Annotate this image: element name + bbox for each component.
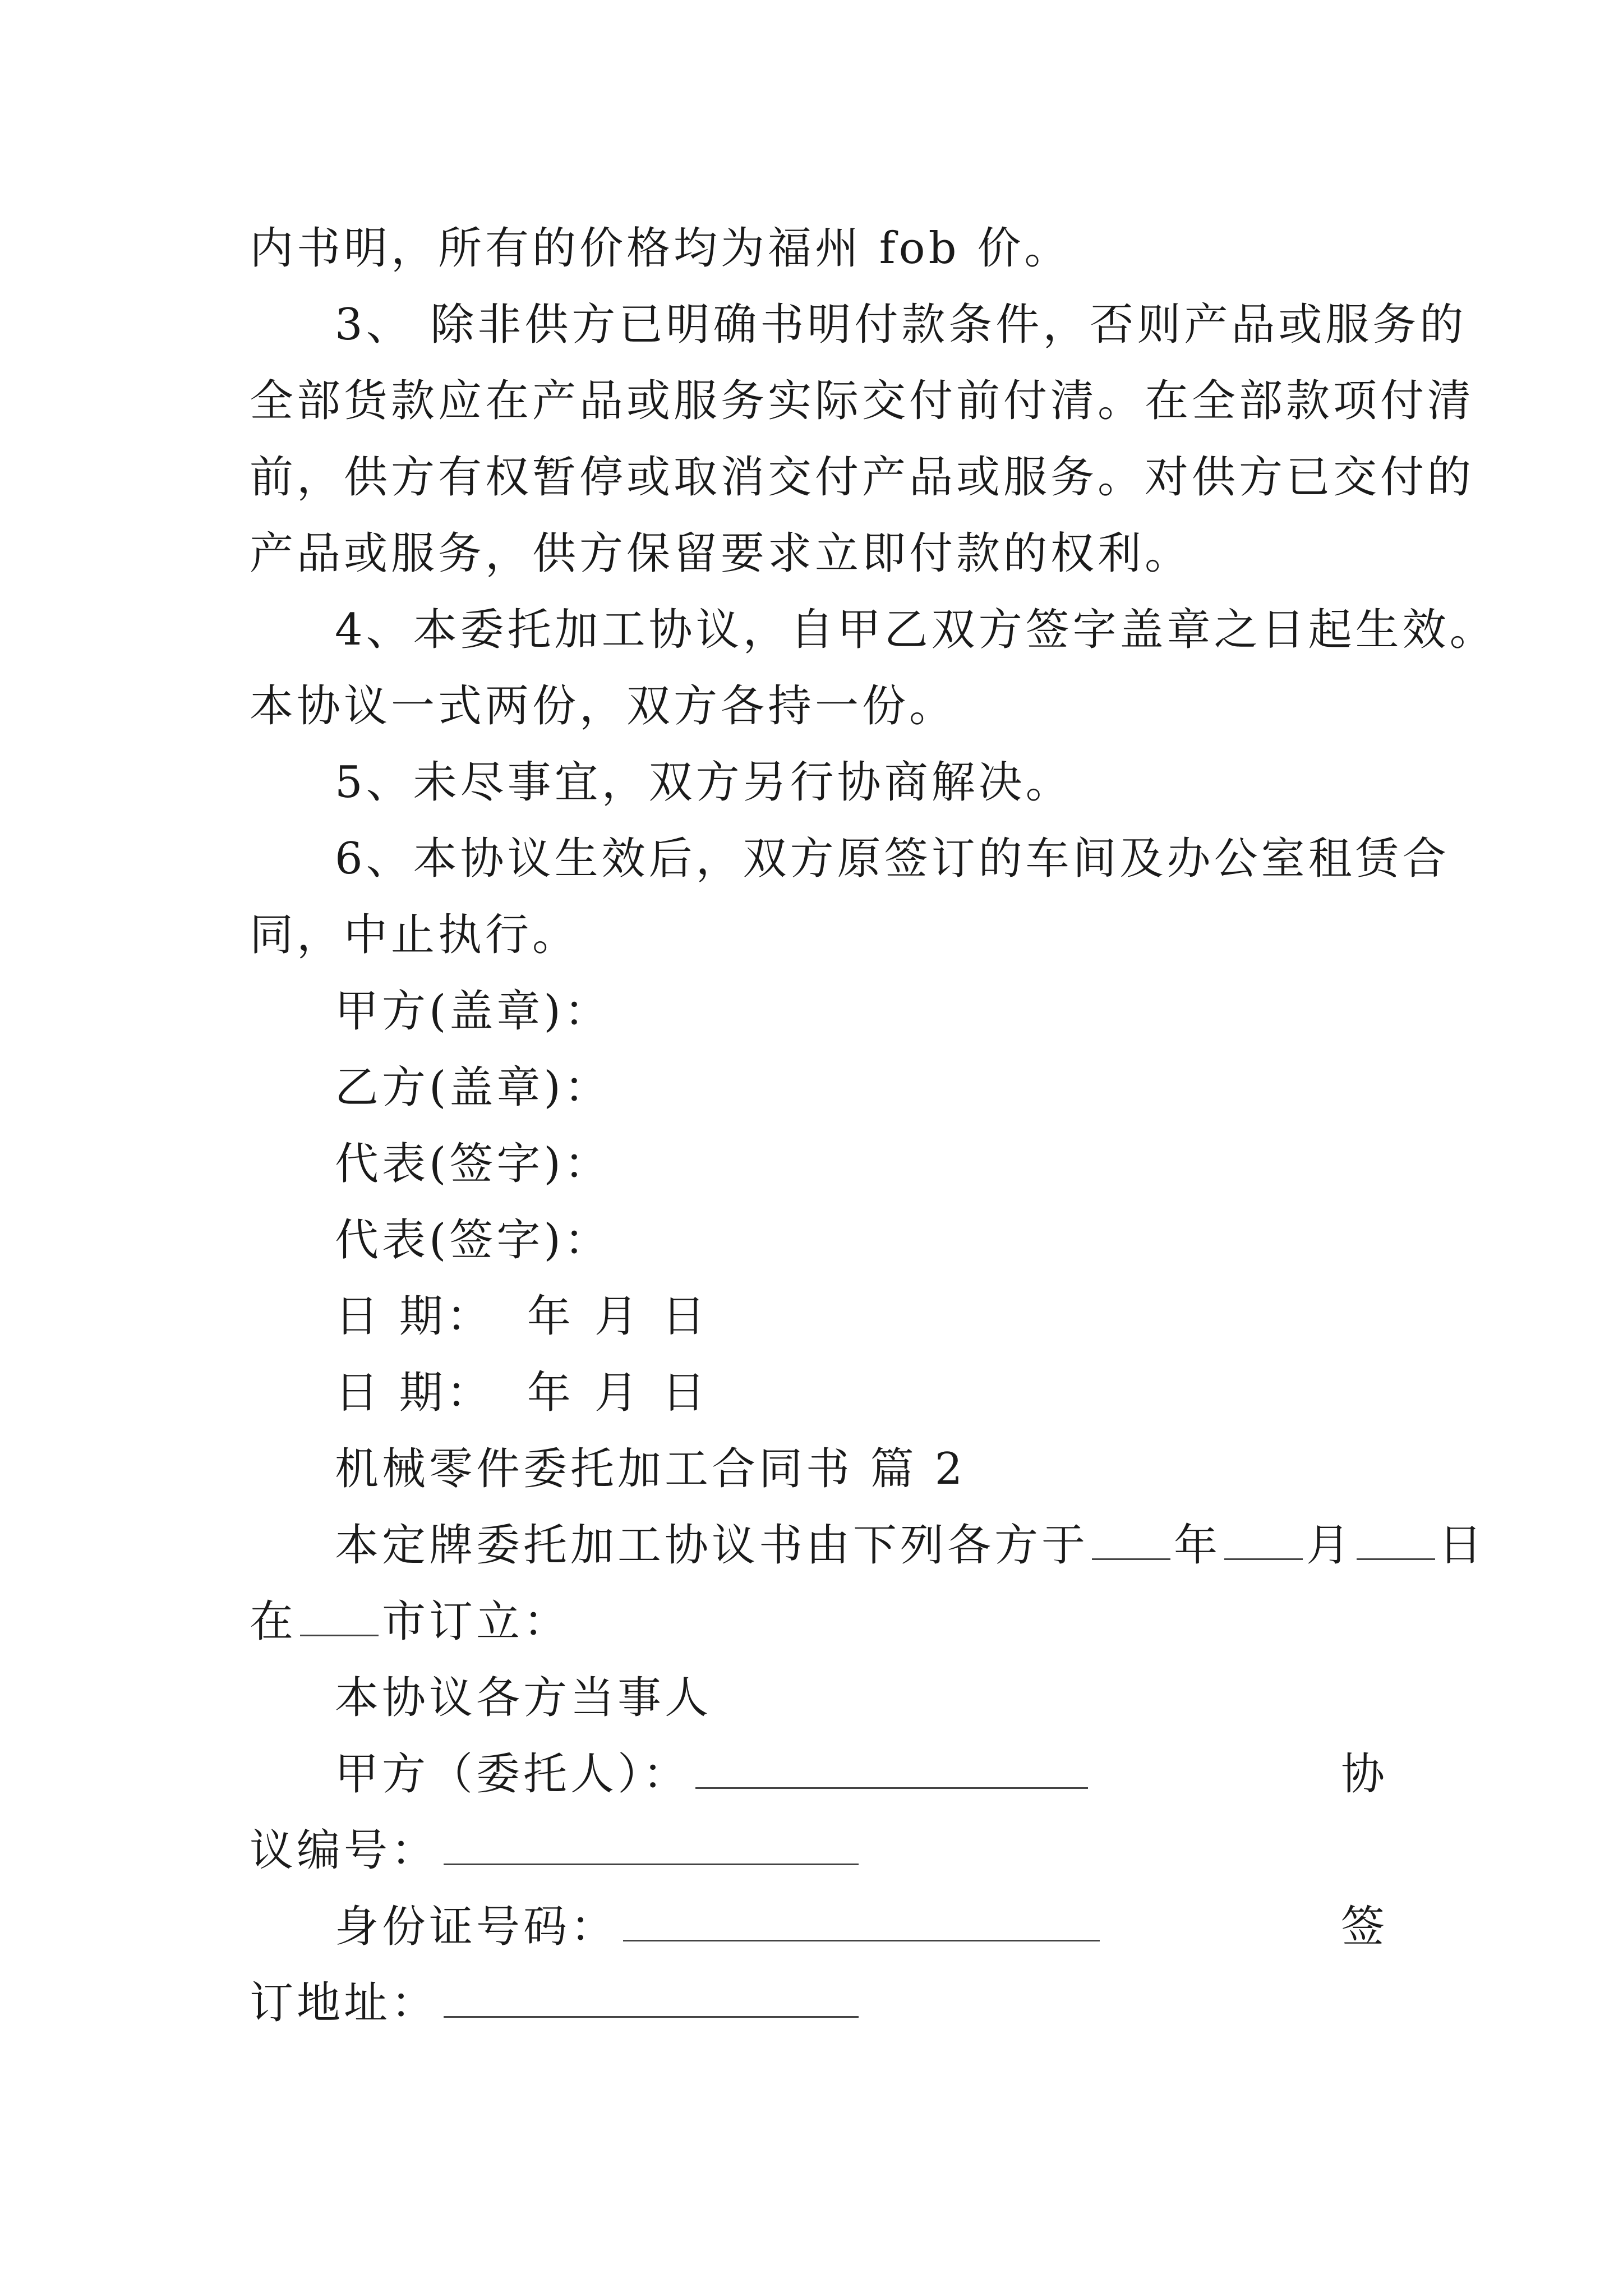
id-number-row [250,1889,1388,1965]
sign-address-row [250,1965,1388,2041]
month-label: 月 [1306,1520,1354,1571]
sign-address-blank [444,1981,859,2018]
clause-4-line-1: 4、本委托加工协议，自甲乙双方签字盖章之日起生效。 [335,605,1497,655]
agreement-no-row [250,1812,1388,1889]
day-label: 日 [661,1368,709,1418]
day-label: 日 [661,1291,709,1342]
agreement-no-label: 议编号： [250,1825,439,1876]
party-a-row [250,1736,1388,1812]
agreement-no-char: 协 [1340,1749,1388,1800]
id-number-field [335,1889,1100,1965]
agreement-no-blank [444,1829,859,1865]
year-label: 年 [1174,1520,1221,1571]
clause-3-line-2: 全部货款应在产品或服务实际交付前付清。在全部款项付清 [250,376,1475,426]
signature-party-b: 乙方(盖章)： [335,1062,611,1113]
intro-place-suffix: 市订立： [382,1596,571,1647]
year-label: 年 [527,1291,574,1342]
year-blank [1092,1524,1170,1560]
signature-representative-1: 代表(签字)： [335,1139,611,1189]
signature-party-a: 甲方(盖章)： [335,986,611,1037]
document-body [250,210,1497,2041]
clause-3-line-4: 产品或服务，供方保留要求立即付款的权利。 [250,528,1192,579]
intro-text: 本定牌委托加工协议书由下列各方于 [335,1520,1089,1571]
date-line-2 [250,1355,1388,1431]
sign-address-char: 签 [1340,1902,1388,1952]
clause-6-line-2: 同，中止执行。 [250,910,580,960]
id-number-blank [623,1905,1100,1941]
party-a-label: 甲方（委托人）： [335,1749,690,1800]
clause-3-line-1: 3、 除非供方已明确书明付款条件，否则产品或服务的 [335,300,1467,350]
month-blank [1224,1524,1303,1560]
date-label: 日 期： [335,1291,494,1342]
parties-heading: 本协议各方当事人 [335,1673,712,1723]
city-blank [300,1600,379,1636]
date-line-1 [250,1278,1388,1355]
signature-representative-2: 代表(签字)： [335,1215,611,1266]
month-label: 月 [594,1368,642,1418]
day-label: 日 [1438,1520,1486,1571]
party-a-field [335,1736,1088,1812]
month-label: 月 [594,1291,642,1342]
intro-place-prefix: 在 [250,1596,297,1647]
clause-3-line-3: 前，供方有权暂停或取消交付产品或服务。对供方已交付的 [250,452,1475,503]
year-label: 年 [527,1368,574,1418]
id-number-label: 身份证号码： [335,1902,618,1952]
day-blank [1357,1524,1435,1560]
intro-line-1 [250,1507,1486,1584]
clause-5: 5、未尽事宜，双方另行协商解决。 [335,757,1073,808]
intro-line-2 [250,1584,1388,1660]
date-label: 日 期： [335,1368,494,1418]
section-title: 机械零件委托加工合同书 篇 2 [335,1444,966,1494]
party-a-blank [695,1752,1088,1789]
clause-6-line-1: 6、本协议生效后，双方原签订的车间及办公室租赁合 [335,834,1450,884]
paragraph-line: 内书明，所有的价格均为福州 fob 价。 [250,223,1072,274]
clause-4-line-2: 本协议一式两份，双方各持一份。 [250,681,957,731]
sign-address-label: 订地址： [250,1978,439,2028]
